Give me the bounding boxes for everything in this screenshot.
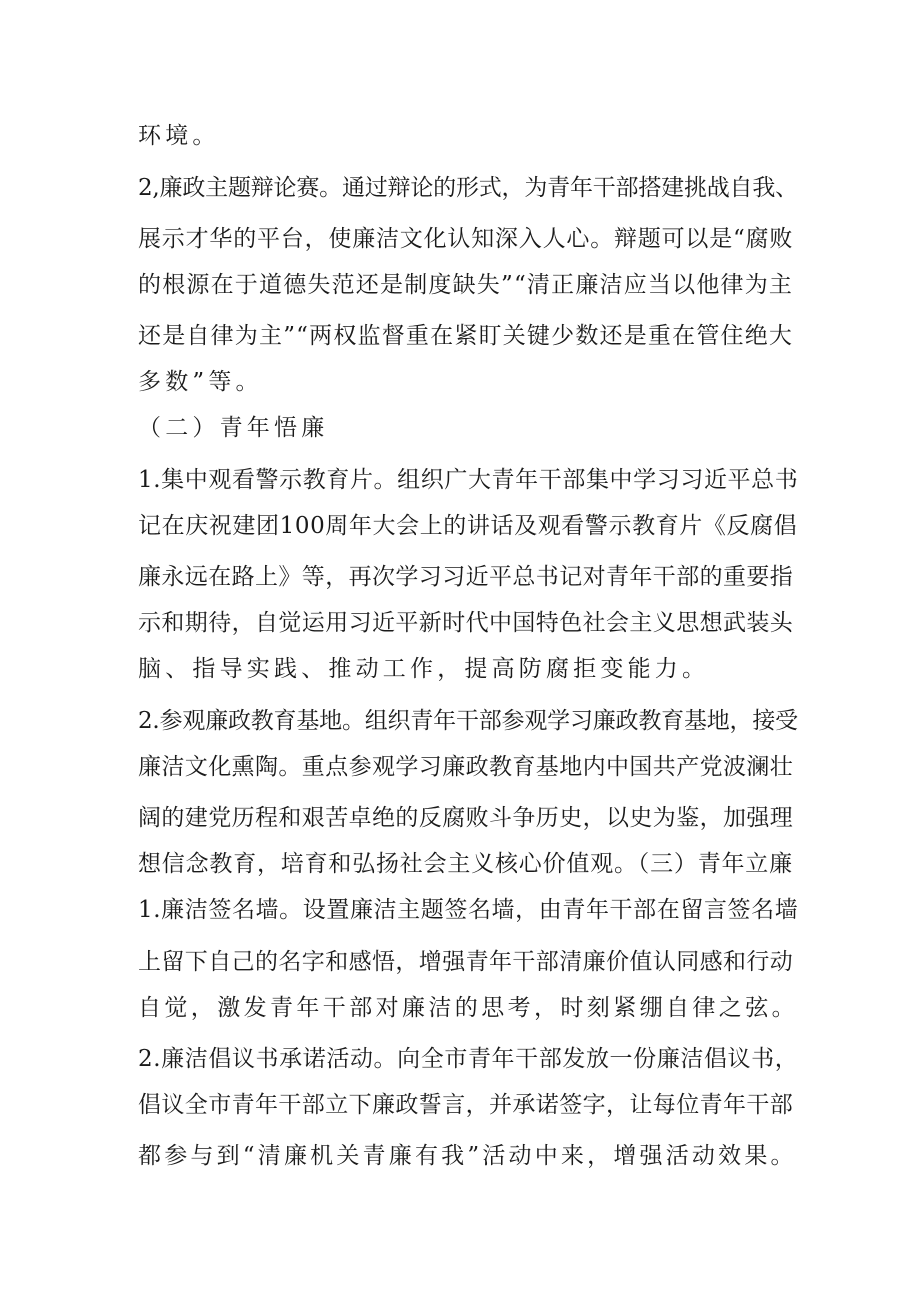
- text-line: 廉永远在路上》等，再次学习习近平总书记对青年干部的重要指: [138, 564, 794, 590]
- text-line: 1.廉洁签名墙。设置廉洁主题签名墙，由青年干部在留言签名墙: [138, 897, 799, 923]
- text-line: 倡议全市青年干部立下廉政誓言，并承诺签字，让每位青年干部: [138, 1092, 794, 1118]
- text-line: 廉洁文化熏陶。重点参观学习廉政教育基地内中国共产党波澜壮: [138, 754, 794, 780]
- text-line: 上留下自己的名字和感悟，增强青年干部清廉价值认同感和行动: [138, 949, 794, 975]
- text-line: 想信念教育，培育和弘扬社会主义核心价值观。（三）青年立廉: [138, 851, 793, 877]
- text-line: 2.廉洁倡议书承诺活动。向全市青年干部发放一份廉洁倡议书，: [138, 1046, 799, 1072]
- text-line: 多数”等。: [138, 369, 263, 395]
- text-line: 环境。: [138, 123, 220, 149]
- text-line: 阔的建党历程和艰苦卓绝的反腐败斗争历史，以史为鉴，加强理: [138, 805, 794, 831]
- text-line: 2.参观廉政教育基地。组织青年干部参观学习廉政教育基地，接受: [138, 708, 798, 734]
- text-line: 还是自律为主”“两权监督重在紧盯关键少数还是重在管住绝大: [138, 323, 794, 349]
- text-line: 都参与到“清廉机关青廉有我”活动中来，增强活动效果。: [138, 1143, 797, 1169]
- text-line: 脑、指导实践、推动工作，提高防腐拒变能力。: [138, 656, 710, 682]
- text-line: 2,廉政主题辩论赛。通过辩论的形式，为青年干部搭建挑战自我、: [138, 175, 798, 201]
- text-line: 1.集中观看警示教育片。组织广大青年干部集中学习习近平总书: [138, 467, 799, 493]
- text-line: 的根源在于道德失范还是制度缺失”“清正廉洁应当以他律为主: [138, 272, 794, 298]
- text-line: 记在庆祝建团100周年大会上的讲话及观看警示教育片《反腐倡: [138, 513, 798, 539]
- text-line: 展示才华的平台，使廉洁文化认知深入人心。辩题可以是“腐败: [138, 226, 794, 252]
- section-heading: （二）青年悟廉: [138, 415, 329, 441]
- text-line: 自觉，激发青年干部对廉洁的思考，时刻紧绷自律之弦。: [138, 995, 798, 1021]
- text-line: 示和期待，自觉运用习近平新时代中国特色社会主义思想武装头: [138, 610, 794, 636]
